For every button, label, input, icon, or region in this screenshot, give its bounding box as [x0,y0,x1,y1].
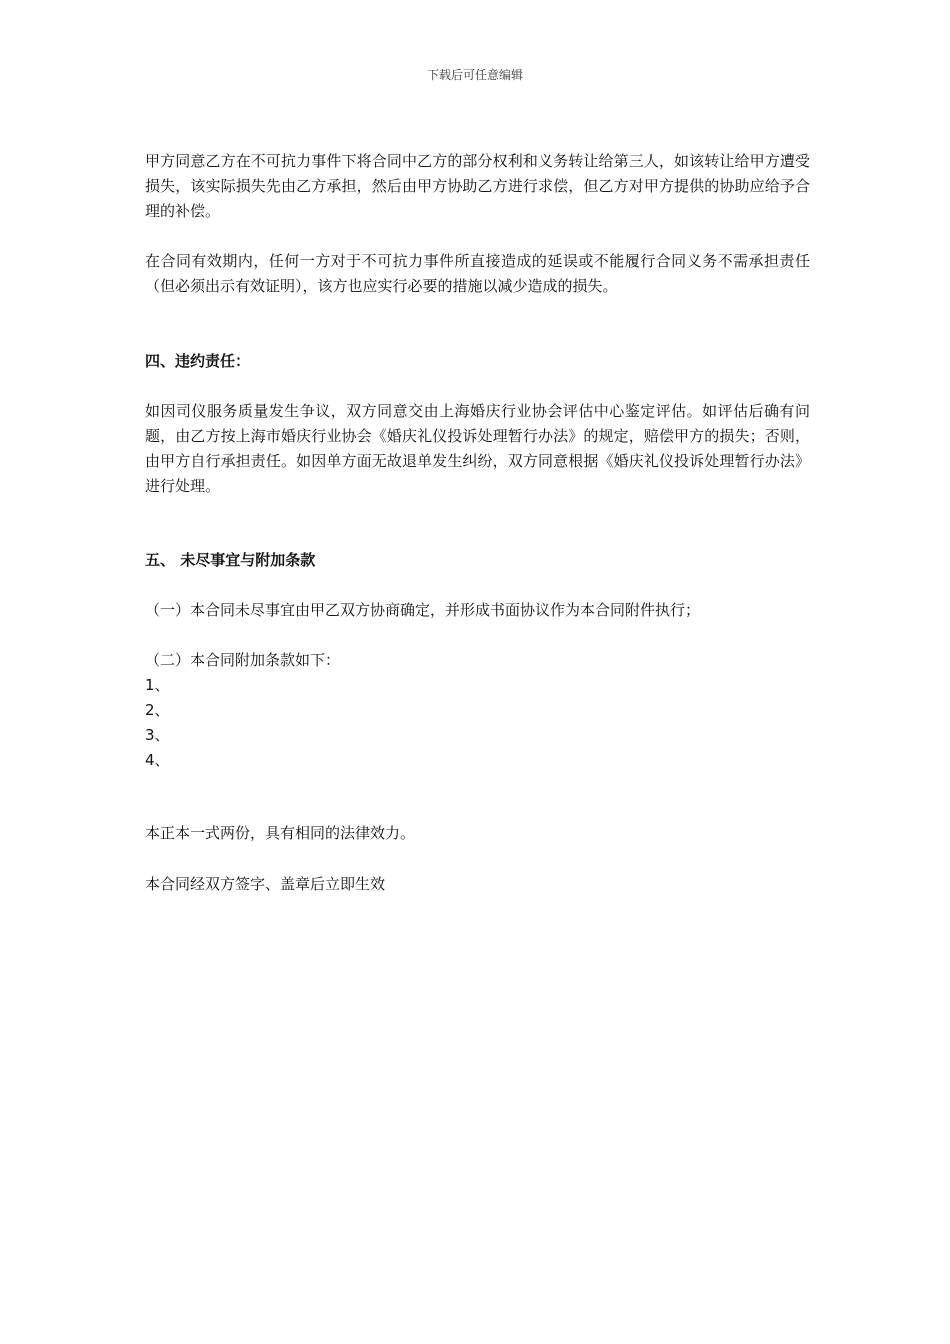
paragraph-unresolved-matters: （一）本合同未尽事宜由甲乙双方协商确定，并形成书面协议作为本合同附件执行； [145,601,701,619]
list-item: 2、 [145,701,170,719]
list-item: 4、 [145,751,170,769]
paragraph-force-majeure-liability: 在合同有效期内，任何一方对于不可抗力事件所直接造成的延误或不能履行合同义务不需承担责任（但必须出示有效证明），该方也应实行必要的措施以减少造成的损失。 [145,252,810,295]
paragraph-additional-terms-intro: （二）本合同附加条款如下： [145,651,341,669]
paragraph-force-majeure-transfer: 甲方同意乙方在不可抗力事件下将合同中乙方的部分权利和义务转让给第三人，如该转让给甲方遭受损失，该实际损失先由乙方承担，然后由甲方协助乙方进行求偿，但乙方对甲方提供的协助应给予合理的补偿。 [145,152,810,220]
paragraph-effective-statement: 本合同经双方签字、盖章后立即生效 [145,875,386,893]
section-heading-additional-terms: 五、 未尽事宜与附加条款 [145,551,316,569]
paragraph-copies-statement: 本正本一式两份，具有相同的法律效力。 [145,824,416,842]
list-item: 3、 [145,726,170,744]
page-header: 下载后可任意编辑 [426,68,523,82]
list-item: 1、 [145,676,170,694]
paragraph-dispute-resolution: 如因司仪服务质量发生争议，双方同意交由上海婚庆行业协会评估中心鉴定评估。如评估后确有问题，由乙方按上海市婚庆行业协会《婚庆礼仪投诉处理暂行办法》的规定，赔偿甲方的损失；否则，由甲方自行承担责任。如因单方面无故退单发生纠纷，双方同意根据《婚庆礼仪投诉处理暂行办法》进行处理。 [145,402,810,495]
section-heading-breach-liability: 四、违约责任： [145,352,251,370]
